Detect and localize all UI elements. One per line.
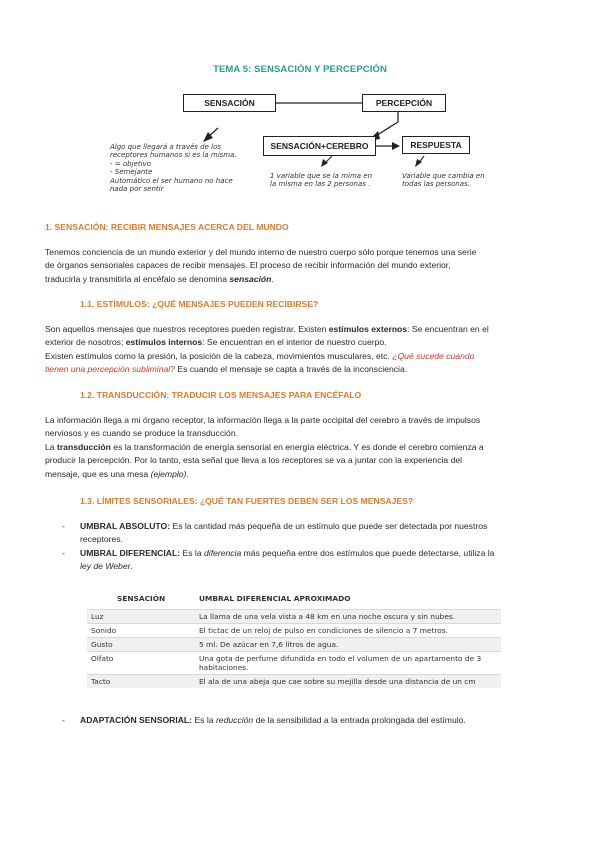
section-1-2-heading: 1.2. TRANSDUCCIÓN: TRADUCIR LOS MENSAJES PARA ENCÉFALO xyxy=(80,390,362,400)
term-umbral-diferencial: UMBRAL DIFERENCIAL: xyxy=(80,548,181,558)
text-line: La información llega a mi órgano receptor, la información llega a la parte occipital del cerebro a través de impulsos xyxy=(45,415,481,425)
question-text: tienen una percepción subliminal? xyxy=(45,364,175,375)
bullet-adaptacion-sensorial xyxy=(80,714,570,727)
text-span: Es la cantidad más pequeña de un estímulo que puede ser detectada por nuestros xyxy=(170,521,488,531)
text-span: La xyxy=(45,441,57,452)
text-span: traducirla y transmitirla al encéfalo se denomina xyxy=(45,273,230,284)
text-span: . xyxy=(186,468,189,479)
note-left xyxy=(110,143,270,193)
table-cell: El tictac de un reloj de pulso en condiciones de silencio a 7 metros. xyxy=(195,624,501,638)
note-left-line: nada por sentir xyxy=(110,185,164,194)
term-estimulos-internos: estímulos internos xyxy=(125,337,203,348)
text-line xyxy=(45,273,565,286)
text-line xyxy=(45,336,565,349)
table-cell: Gusto xyxy=(87,638,195,652)
term-adaptacion-sensorial: ADAPTACIÓN SENSORIAL: xyxy=(80,715,193,725)
umbral-table xyxy=(87,587,501,688)
table-cell: Una gota de perfume difundida en todo el volumen de un apartamento de 3 habitaciones. xyxy=(195,652,501,675)
text-line xyxy=(80,560,570,573)
text-span: de la sensibilidad a la entrada prolongada del estímulo. xyxy=(253,715,466,725)
table-cell: El ala de una abeja que cae sobre su mejilla desde una distancia de un cm xyxy=(195,675,501,689)
section-1-3-heading: 1.3. LÍMITES SENSORIALES: ¿QUÉ TAN FUERTES DEBEN SER LOS MENSAJES? xyxy=(80,496,414,506)
arrow-head-respuesta xyxy=(392,142,400,150)
text-span: mensaje, que es una mesa xyxy=(45,468,151,479)
note-right xyxy=(402,172,502,189)
text-span: Es la xyxy=(180,548,204,558)
note-mid xyxy=(270,172,400,189)
text-line xyxy=(45,468,565,481)
table-header-row xyxy=(87,587,501,610)
text-line xyxy=(45,350,565,363)
note-left-line: receptores humanos si es la misma. xyxy=(110,151,237,160)
bullet-dash: - xyxy=(62,548,65,558)
term-transduccion: transducción xyxy=(56,441,111,452)
text-line: Tenemos conciencia de un mundo exterior y del mundo interno de nuestro cuerpo sólo porque tenemos una serie xyxy=(45,247,477,257)
table-cell: Tacto xyxy=(87,675,195,689)
text-span: . xyxy=(271,273,274,284)
text-span: más pequeña entre dos estímulos que puede detectarse, utiliza la xyxy=(241,548,495,558)
note-left-line: - = objetivo xyxy=(110,159,151,168)
text-line xyxy=(80,520,570,533)
text-line xyxy=(45,363,565,376)
table-cell: Olfato xyxy=(87,652,195,675)
bullet-dash: - xyxy=(62,521,65,531)
text-line: de órganos sensoriales capaces de recibir mensajes. El proceso de recibir información del mundo exterior, xyxy=(45,260,451,271)
table-row xyxy=(87,624,501,638)
text-span: : Se encuentran en el interior de nuestro cuerpo. xyxy=(202,337,387,348)
term-sensacion: sensación xyxy=(229,273,272,284)
section-1-1-paragraph xyxy=(45,323,565,377)
text-line: producir la percepción. Por lo tanto, esta señal que lleva a los receptores se va a juntar con la experiencia del xyxy=(45,455,463,466)
text-span: es la transformación de energía sensorial en energía eléctrica. Y es donde el cerebro comienza a xyxy=(110,441,484,452)
text-line xyxy=(80,714,570,727)
term-estimulos-externos: estímulos externos xyxy=(328,324,408,334)
diagram-arrows xyxy=(0,0,600,230)
note-right-line: Variable que cambia en xyxy=(402,172,485,180)
text-line: receptores. xyxy=(80,534,123,545)
text-span: . xyxy=(130,561,133,572)
note-mid-line: la misma en las 2 personas . xyxy=(270,180,371,189)
term-diferencia: diferencia xyxy=(204,548,242,558)
section-1-2-paragraph xyxy=(45,414,565,481)
bullet-dash: - xyxy=(62,715,65,725)
text-span: Es cuando el mensaje se capta a través de la inconsciencia. xyxy=(174,364,408,375)
text-line xyxy=(45,441,565,454)
term-umbral-absoluto: UMBRAL ABSOLUTO: xyxy=(80,521,171,531)
bullet-umbral-diferencial xyxy=(80,547,570,574)
section-1-1-heading: 1.1. ESTÍMULOS: ¿QUÉ MENSAJES PUEDEN RECIBIRSE? xyxy=(80,299,319,309)
text-span: Existen estímulos como la presión, la posición de la cabeza, movimientos musculares, etc. xyxy=(45,350,393,361)
text-line xyxy=(80,547,570,560)
table-cell: 5 ml. De azúcar en 7,6 litros de agua. xyxy=(195,638,501,652)
term-reduccion: reducción xyxy=(215,715,254,725)
box-percepcion: PERCEPCIÓN xyxy=(362,94,446,112)
note-left-line: Automático el ser humano no hace xyxy=(110,176,233,185)
table-header-umbral: UMBRAL DIFERENCIAL APROXIMADO xyxy=(199,593,351,603)
term-ejemplo: (ejemplo) xyxy=(150,468,187,479)
box-sensacion: SENSACIÓN xyxy=(183,94,276,112)
table-row xyxy=(87,610,501,624)
page-title: TEMA 5: SENSACIÓN Y PERCEPCIÓN xyxy=(213,64,387,75)
table-cell: Luz xyxy=(87,610,195,624)
note-left-line: - Semejante xyxy=(110,168,153,177)
section-1-heading: 1. SENSACIÓN: RECIBIR MENSAJES ACERCA DEL MUNDO xyxy=(45,222,289,232)
section-1-paragraph xyxy=(45,246,565,286)
question-text: ¿Qué sucede cuando xyxy=(392,350,475,361)
text-line xyxy=(45,323,565,336)
box-sensacion-cerebro: SENSACIÓN+CEREBRO xyxy=(263,136,376,156)
table-row xyxy=(87,652,501,675)
note-right-line: todas las personas. xyxy=(402,180,470,189)
table-row xyxy=(87,638,501,652)
arrow-head-mid xyxy=(321,159,328,167)
note-mid-line: 1 variable que se la mima en xyxy=(270,172,373,180)
note-left-line: Algo que llegará a través de los xyxy=(110,143,222,151)
text-line: nerviosos y es cuando se produce la transducción. xyxy=(45,428,238,439)
text-span: Es la xyxy=(192,715,216,725)
term-ley-weber: ley de Weber xyxy=(80,561,131,572)
bullet-umbral-absoluto xyxy=(80,520,570,547)
table-cell: La llama de una vela vista a 48 km en una noche oscura y sin nubes. xyxy=(195,610,501,624)
table-cell: Sonido xyxy=(87,624,195,638)
text-span: exterior de nosotros; xyxy=(45,337,126,348)
table-row xyxy=(87,675,501,689)
text-span: : Se encuentran en el xyxy=(407,324,489,334)
table-header-sensacion: SENSACIÓN xyxy=(117,593,166,603)
box-respuesta: RESPUESTA xyxy=(402,136,470,154)
text-span: Son aquellos mensajes que nuestros receptores pueden registrar. Existen xyxy=(45,324,329,334)
